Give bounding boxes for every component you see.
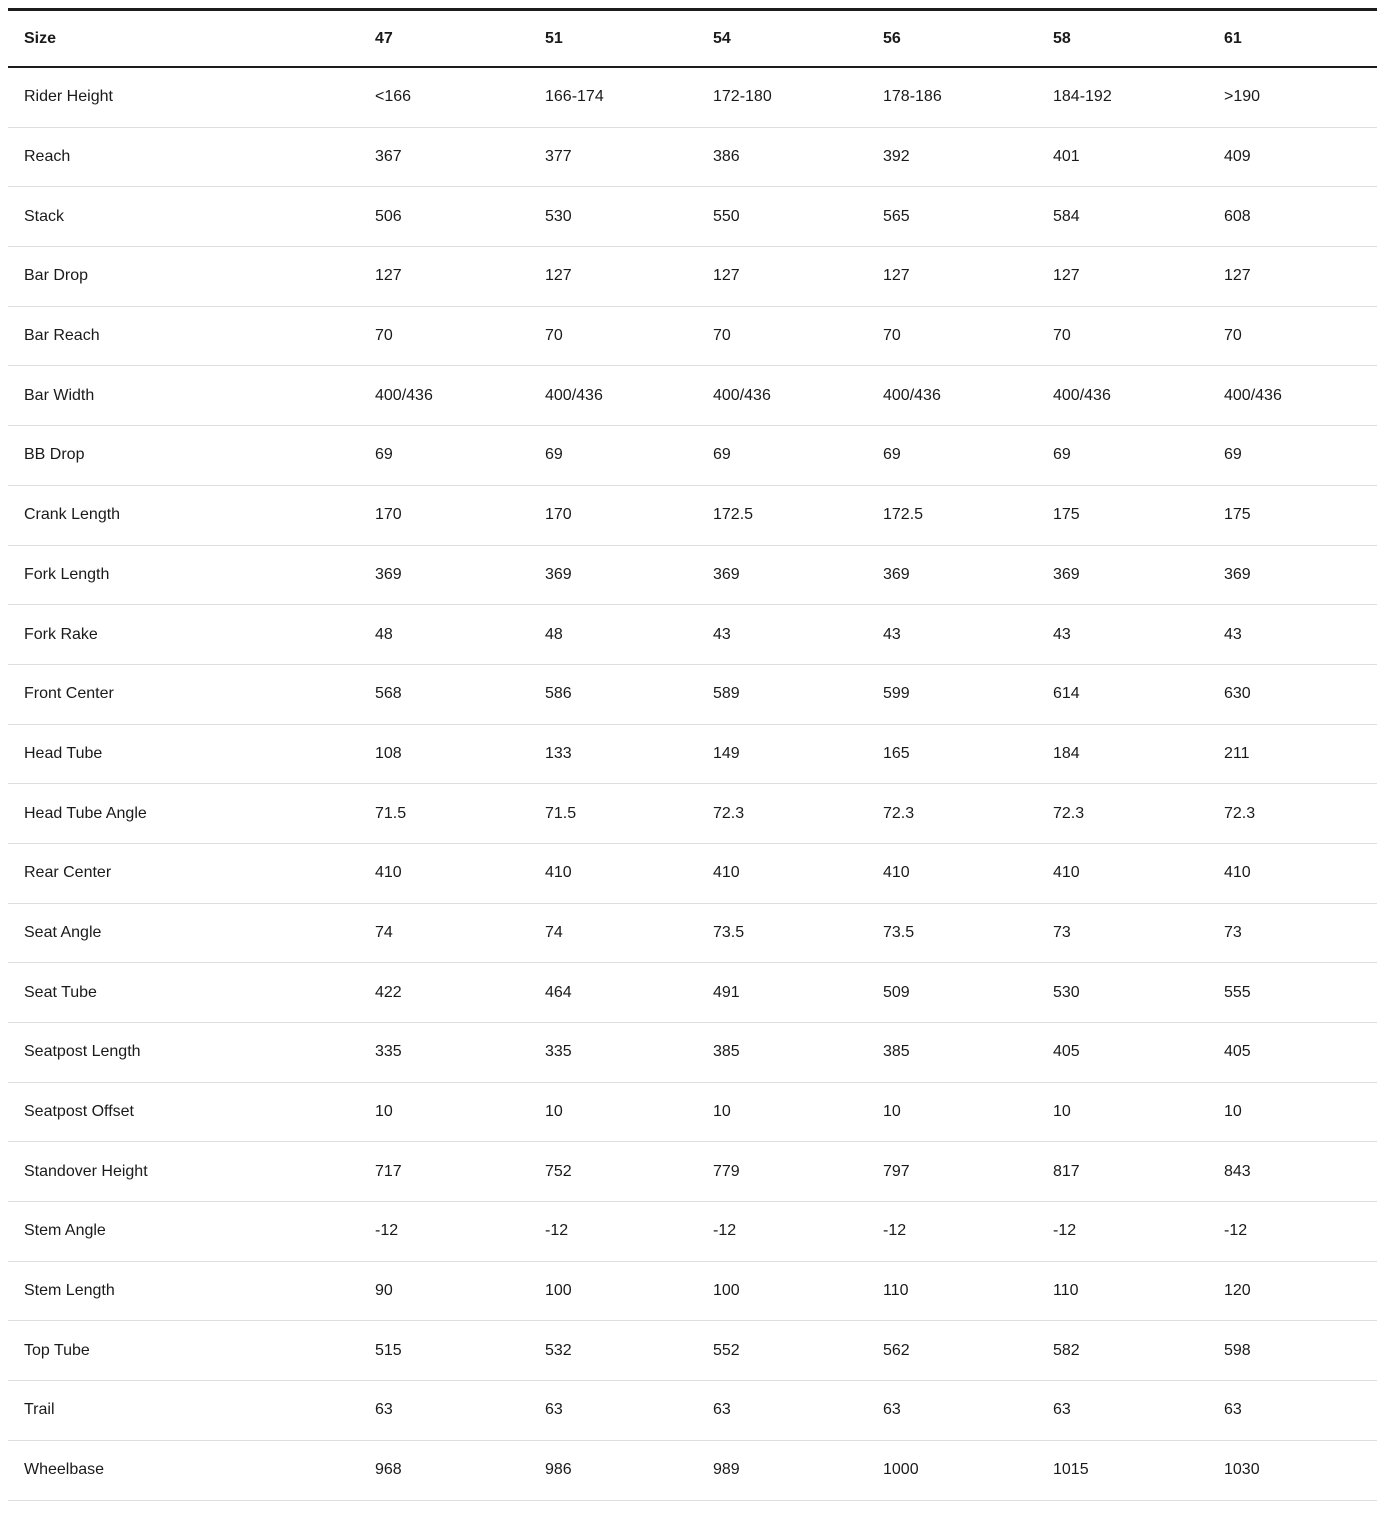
table-row <box>8 1321 1377 1381</box>
cell-value: 43 <box>713 605 883 665</box>
cell-value: 10 <box>713 1082 883 1142</box>
cell-value: 843 <box>1224 1142 1377 1202</box>
table-row <box>8 426 1377 486</box>
table-row <box>8 843 1377 903</box>
cell-value: 400/436 <box>1224 366 1377 426</box>
cell-value: 72.3 <box>883 784 1053 844</box>
cell-value: 100 <box>545 1261 713 1321</box>
cell-value: 184 <box>1053 724 1224 784</box>
column-header-56: 56 <box>883 10 1053 68</box>
cell-value: 70 <box>713 306 883 366</box>
cell-value: 69 <box>375 426 545 486</box>
cell-value: 405 <box>1053 1023 1224 1083</box>
row-label: Rear Center <box>8 843 375 903</box>
cell-value: 108 <box>375 724 545 784</box>
cell-value: 127 <box>1053 247 1224 307</box>
cell-value: 598 <box>1224 1321 1377 1381</box>
cell-value: 10 <box>545 1082 713 1142</box>
table-row <box>8 366 1377 426</box>
cell-value: 172.5 <box>713 485 883 545</box>
table-row <box>8 784 1377 844</box>
cell-value: 400/436 <box>1053 366 1224 426</box>
cell-value: 172-180 <box>713 67 883 127</box>
cell-value: 73 <box>1224 903 1377 963</box>
cell-value: 369 <box>545 545 713 605</box>
cell-value: 127 <box>1224 247 1377 307</box>
cell-value: -12 <box>1053 1202 1224 1262</box>
cell-value: 69 <box>1224 426 1377 486</box>
cell-value: 63 <box>545 1381 713 1441</box>
cell-value: 367 <box>375 127 545 187</box>
cell-value: 369 <box>713 545 883 605</box>
header-row <box>8 10 1377 68</box>
column-header-54: 54 <box>713 10 883 68</box>
cell-value: 565 <box>883 187 1053 247</box>
cell-value: 127 <box>713 247 883 307</box>
row-label: Seat Tube <box>8 963 375 1023</box>
table-row <box>8 247 1377 307</box>
row-label: Fork Rake <box>8 605 375 665</box>
row-label: Crank Length <box>8 485 375 545</box>
cell-value: 410 <box>1053 843 1224 903</box>
cell-value: 184-192 <box>1053 67 1224 127</box>
cell-value: 10 <box>375 1082 545 1142</box>
cell-value: <166 <box>375 67 545 127</box>
cell-value: 10 <box>1224 1082 1377 1142</box>
cell-value: 509 <box>883 963 1053 1023</box>
row-label: Reach <box>8 127 375 187</box>
cell-value: 464 <box>545 963 713 1023</box>
cell-value: 73.5 <box>713 903 883 963</box>
cell-value: 409 <box>1224 127 1377 187</box>
table-row <box>8 664 1377 724</box>
cell-value: 70 <box>375 306 545 366</box>
cell-value: 717 <box>375 1142 545 1202</box>
column-header-47: 47 <box>375 10 545 68</box>
cell-value: 70 <box>545 306 713 366</box>
row-label: Bar Drop <box>8 247 375 307</box>
cell-value: -12 <box>713 1202 883 1262</box>
cell-value: 70 <box>883 306 1053 366</box>
table-row <box>8 187 1377 247</box>
cell-value: 72.3 <box>1224 784 1377 844</box>
cell-value: 817 <box>1053 1142 1224 1202</box>
row-label: Fork Length <box>8 545 375 605</box>
table-row <box>8 545 1377 605</box>
cell-value: 63 <box>1224 1381 1377 1441</box>
row-label: Rider Height <box>8 67 375 127</box>
cell-value: 335 <box>545 1023 713 1083</box>
row-label: Seatpost Length <box>8 1023 375 1083</box>
cell-value: 1015 <box>1053 1440 1224 1500</box>
column-header-size: Size <box>8 10 375 68</box>
table-row <box>8 1381 1377 1441</box>
cell-value: 48 <box>545 605 713 665</box>
row-label: Wheelbase <box>8 1440 375 1500</box>
cell-value: 72.3 <box>713 784 883 844</box>
cell-value: 385 <box>713 1023 883 1083</box>
row-label: Top Tube <box>8 1321 375 1381</box>
cell-value: 401 <box>1053 127 1224 187</box>
cell-value: 797 <box>883 1142 1053 1202</box>
row-label: Head Tube Angle <box>8 784 375 844</box>
cell-value: 405 <box>1224 1023 1377 1083</box>
row-label: Seatpost Offset <box>8 1082 375 1142</box>
cell-value: 69 <box>1053 426 1224 486</box>
cell-value: 386 <box>713 127 883 187</box>
column-header-51: 51 <box>545 10 713 68</box>
cell-value: 71.5 <box>545 784 713 844</box>
cell-value: 74 <box>375 903 545 963</box>
cell-value: 400/436 <box>545 366 713 426</box>
cell-value: 10 <box>1053 1082 1224 1142</box>
cell-value: 532 <box>545 1321 713 1381</box>
cell-value: -12 <box>375 1202 545 1262</box>
cell-value: 175 <box>1224 485 1377 545</box>
cell-value: 400/436 <box>375 366 545 426</box>
cell-value: 779 <box>713 1142 883 1202</box>
cell-value: -12 <box>545 1202 713 1262</box>
cell-value: 149 <box>713 724 883 784</box>
cell-value: 170 <box>545 485 713 545</box>
cell-value: 986 <box>545 1440 713 1500</box>
cell-value: 410 <box>713 843 883 903</box>
table-row <box>8 127 1377 187</box>
cell-value: 584 <box>1053 187 1224 247</box>
cell-value: 369 <box>1053 545 1224 605</box>
cell-value: -12 <box>1224 1202 1377 1262</box>
table-row <box>8 1023 1377 1083</box>
cell-value: 530 <box>1053 963 1224 1023</box>
cell-value: 369 <box>375 545 545 605</box>
cell-value: 69 <box>883 426 1053 486</box>
row-label: Bar Reach <box>8 306 375 366</box>
cell-value: 178-186 <box>883 67 1053 127</box>
row-label: Trail <box>8 1381 375 1441</box>
table-row <box>8 306 1377 366</box>
cell-value: 400/436 <box>713 366 883 426</box>
cell-value: 968 <box>375 1440 545 1500</box>
row-label: Stem Length <box>8 1261 375 1321</box>
row-label: Standover Height <box>8 1142 375 1202</box>
cell-value: 586 <box>545 664 713 724</box>
cell-value: 568 <box>375 664 545 724</box>
cell-value: 43 <box>883 605 1053 665</box>
cell-value: 175 <box>1053 485 1224 545</box>
cell-value: 385 <box>883 1023 1053 1083</box>
column-header-61: 61 <box>1224 10 1377 68</box>
cell-value: 165 <box>883 724 1053 784</box>
table-row <box>8 67 1377 127</box>
cell-value: 73.5 <box>883 903 1053 963</box>
cell-value: >190 <box>1224 67 1377 127</box>
cell-value: 127 <box>883 247 1053 307</box>
cell-value: 1000 <box>883 1440 1053 1500</box>
cell-value: 43 <box>1224 605 1377 665</box>
cell-value: 110 <box>883 1261 1053 1321</box>
table-row <box>8 963 1377 1023</box>
column-header-58: 58 <box>1053 10 1224 68</box>
row-label: Seat Angle <box>8 903 375 963</box>
cell-value: 70 <box>1224 306 1377 366</box>
cell-value: 170 <box>375 485 545 545</box>
cell-value: 69 <box>713 426 883 486</box>
cell-value: 63 <box>375 1381 545 1441</box>
cell-value: 550 <box>713 187 883 247</box>
cell-value: 562 <box>883 1321 1053 1381</box>
table-row <box>8 903 1377 963</box>
cell-value: 589 <box>713 664 883 724</box>
table-row <box>8 1440 1377 1500</box>
table-row <box>8 1082 1377 1142</box>
cell-value: 491 <box>713 963 883 1023</box>
cell-value: 555 <box>1224 963 1377 1023</box>
cell-value: 74 <box>545 903 713 963</box>
cell-value: 410 <box>545 843 713 903</box>
cell-value: 10 <box>883 1082 1053 1142</box>
cell-value: 73 <box>1053 903 1224 963</box>
table-row <box>8 724 1377 784</box>
cell-value: 127 <box>545 247 713 307</box>
cell-value: 70 <box>1053 306 1224 366</box>
geometry-table-body <box>8 67 1377 1500</box>
geometry-table-header <box>8 10 1377 68</box>
table-row <box>8 1202 1377 1262</box>
cell-value: 110 <box>1053 1261 1224 1321</box>
table-row <box>8 485 1377 545</box>
cell-value: 582 <box>1053 1321 1224 1381</box>
cell-value: 377 <box>545 127 713 187</box>
row-label: Front Center <box>8 664 375 724</box>
cell-value: 369 <box>1224 545 1377 605</box>
cell-value: 100 <box>713 1261 883 1321</box>
cell-value: 63 <box>883 1381 1053 1441</box>
row-label: Bar Width <box>8 366 375 426</box>
row-label: Head Tube <box>8 724 375 784</box>
cell-value: 530 <box>545 187 713 247</box>
cell-value: 335 <box>375 1023 545 1083</box>
cell-value: 1030 <box>1224 1440 1377 1500</box>
cell-value: 410 <box>1224 843 1377 903</box>
cell-value: 630 <box>1224 664 1377 724</box>
row-label: Stack <box>8 187 375 247</box>
table-row <box>8 1142 1377 1202</box>
cell-value: -12 <box>883 1202 1053 1262</box>
cell-value: 400/436 <box>883 366 1053 426</box>
cell-value: 63 <box>713 1381 883 1441</box>
cell-value: 752 <box>545 1142 713 1202</box>
cell-value: 72.3 <box>1053 784 1224 844</box>
cell-value: 172.5 <box>883 485 1053 545</box>
cell-value: 48 <box>375 605 545 665</box>
cell-value: 90 <box>375 1261 545 1321</box>
table-row <box>8 1261 1377 1321</box>
cell-value: 552 <box>713 1321 883 1381</box>
cell-value: 69 <box>545 426 713 486</box>
cell-value: 515 <box>375 1321 545 1381</box>
row-label: BB Drop <box>8 426 375 486</box>
row-label: Stem Angle <box>8 1202 375 1262</box>
cell-value: 369 <box>883 545 1053 605</box>
cell-value: 506 <box>375 187 545 247</box>
cell-value: 43 <box>1053 605 1224 665</box>
cell-value: 614 <box>1053 664 1224 724</box>
cell-value: 133 <box>545 724 713 784</box>
cell-value: 989 <box>713 1440 883 1500</box>
cell-value: 120 <box>1224 1261 1377 1321</box>
cell-value: 166-174 <box>545 67 713 127</box>
cell-value: 71.5 <box>375 784 545 844</box>
cell-value: 410 <box>375 843 545 903</box>
cell-value: 211 <box>1224 724 1377 784</box>
cell-value: 127 <box>375 247 545 307</box>
geometry-table <box>8 8 1377 1501</box>
cell-value: 63 <box>1053 1381 1224 1441</box>
table-row <box>8 605 1377 665</box>
cell-value: 410 <box>883 843 1053 903</box>
cell-value: 392 <box>883 127 1053 187</box>
cell-value: 422 <box>375 963 545 1023</box>
cell-value: 608 <box>1224 187 1377 247</box>
cell-value: 599 <box>883 664 1053 724</box>
